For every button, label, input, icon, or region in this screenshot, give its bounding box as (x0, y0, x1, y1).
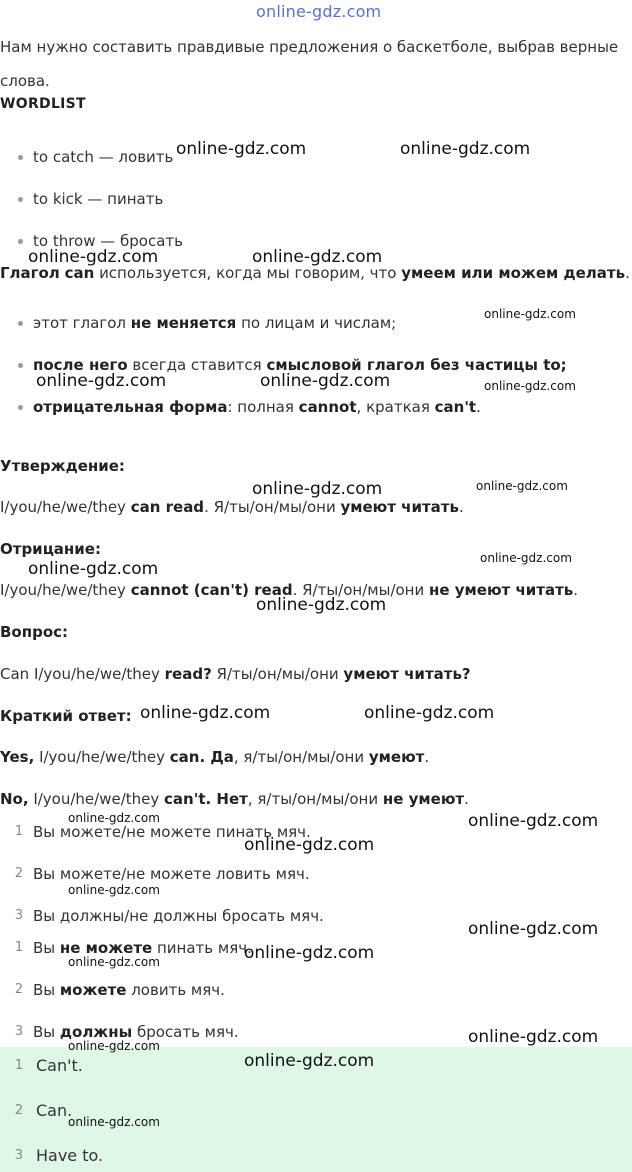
list-item: Вы можете/не можете ловить мяч. (33, 865, 310, 883)
watermark: online-gdz.com (468, 919, 599, 939)
list-item (33, 981, 225, 999)
rule-item (33, 314, 396, 332)
ex-part: I/you/he/we/they (0, 498, 131, 516)
watermark: online-gdz.com (244, 943, 375, 963)
item-part: Вы (33, 939, 60, 957)
header-watermark: online-gdz.com (256, 2, 382, 21)
answer-number: 2 (14, 1103, 24, 1118)
watermark: online-gdz.com (480, 551, 572, 565)
rule-verb-label: Глагол (0, 264, 60, 282)
watermark: online-gdz.com (68, 955, 160, 969)
item-part: Вы (33, 981, 60, 999)
watermark: online-gdz.com (364, 703, 495, 723)
rule-emphasis: умеем или можем делать (401, 264, 626, 282)
ex-bold: cannot (can't) read (130, 581, 293, 599)
answer-item: Have to. (36, 1146, 104, 1165)
watermark: online-gdz.com (484, 307, 576, 321)
negative-label (0, 540, 101, 558)
rule-item (33, 398, 481, 416)
ex-bold: Yes, (0, 748, 35, 766)
watermark: online-gdz.com (28, 247, 159, 267)
short-answer-yes (0, 748, 429, 766)
wordlist-title: WORDLIST (0, 96, 86, 112)
ex-part: . (464, 790, 469, 808)
ex-bold: No, (0, 790, 29, 808)
rule-bold: can't (434, 398, 477, 416)
watermark: online-gdz.com (252, 247, 383, 267)
watermark: online-gdz.com (476, 479, 568, 493)
watermark: online-gdz.com (68, 883, 160, 897)
bullet (18, 321, 23, 326)
item-number: 3 (14, 908, 24, 923)
watermark: online-gdz.com (400, 139, 531, 159)
ex-part: I/you/he/we/they (34, 748, 170, 766)
bullet (18, 363, 23, 368)
ex-part: Я/ты/он/мы/они (211, 665, 344, 683)
watermark: online-gdz.com (252, 479, 383, 499)
rule-bold: после него (33, 356, 128, 374)
ex-bold: не умеют (382, 790, 465, 808)
answer-number: 3 (14, 1148, 24, 1163)
ex-bold: read? (164, 665, 212, 683)
watermark: online-gdz.com (260, 371, 391, 391)
rule-bold: cannot (298, 398, 357, 416)
question-label (0, 623, 68, 641)
item-bold: можете (59, 981, 127, 999)
rule-bold: смысловой глагол без частицы to; (266, 356, 567, 374)
item-part: бросать мяч. (132, 1023, 239, 1041)
watermark: online-gdz.com (244, 1051, 375, 1071)
question-example (0, 665, 471, 683)
watermark: online-gdz.com (484, 379, 576, 393)
list-item: Вы должны/не должны бросать мяч. (33, 907, 324, 925)
ex-part: . (424, 748, 430, 766)
item-number: 2 (14, 866, 24, 881)
answer-number: 1 (14, 1058, 24, 1073)
answer-item: Can. (36, 1101, 73, 1120)
item-bold: должны (59, 1023, 133, 1041)
ex-part: I/you/he/we/they (28, 790, 165, 808)
ex-bold: can read (130, 498, 205, 516)
watermark: online-gdz.com (176, 139, 307, 159)
rule-text: используется, когда мы говорим, что (99, 264, 397, 282)
rule-part: по лицам и числам; (236, 314, 397, 332)
bullet (18, 197, 23, 202)
item-number: 1 (14, 824, 24, 839)
wordlist-item: to catch — ловить (33, 148, 174, 166)
ex-bold: не умеют читать (429, 581, 574, 599)
rule-can-word: can (64, 264, 95, 282)
item-part: ловить мяч. (126, 981, 225, 999)
rule-bold: не меняется (130, 314, 237, 332)
rule-part: . (476, 398, 481, 416)
wordlist-item: to throw — бросать (33, 232, 183, 250)
label-text: Утверждение: (0, 457, 125, 475)
item-number: 2 (14, 982, 24, 997)
ex-part: . (458, 498, 464, 516)
affirmative-example (0, 498, 464, 516)
ex-part: , я/ты/он/мы/они (233, 748, 369, 766)
watermark: online-gdz.com (36, 371, 167, 391)
answer-item: Can't. (36, 1056, 83, 1075)
ex-part: . (573, 581, 579, 599)
watermark: online-gdz.com (140, 703, 271, 723)
list-item: Вы можете/не можете пинать мяч. (33, 823, 311, 841)
rule-part: всегда ставится (127, 356, 267, 374)
rule-part: , краткая (356, 398, 435, 416)
rule-part: : полная (227, 398, 299, 416)
ex-bold: умеют (368, 748, 425, 766)
item-part: пинать мяч. (152, 939, 252, 957)
ex-part: . Я/ты/он/мы/они (292, 581, 429, 599)
ex-bold: умеют читать? (343, 665, 471, 683)
label-text: Краткий ответ: (0, 707, 132, 725)
ex-part: . Я/ты/он/мы/они (204, 498, 341, 516)
rule-end: . (625, 264, 630, 282)
item-bold: не можете (59, 939, 153, 957)
bullet (18, 405, 23, 410)
watermark: online-gdz.com (256, 595, 387, 615)
rule-bold: отрицательная форма (33, 398, 228, 416)
short-answer-no (0, 790, 469, 808)
label-text: Вопрос: (0, 623, 69, 641)
watermark: online-gdz.com (68, 1039, 160, 1053)
affirmative-label (0, 457, 125, 475)
ex-bold: can. (169, 748, 206, 766)
watermark: online-gdz.com (28, 559, 159, 579)
intro-text: Нам нужно составить правдивые предложения о баскетболе, выбрав верные слова. (0, 38, 619, 90)
ex-bold: Нет (211, 790, 248, 808)
rule-part: этот глагол (33, 314, 131, 332)
bullet (18, 155, 23, 160)
item-number: 1 (14, 940, 24, 955)
watermark: online-gdz.com (468, 811, 599, 831)
watermark: online-gdz.com (468, 1027, 599, 1047)
ex-part: Can I/you/he/we/they (0, 665, 165, 683)
bullet (18, 239, 23, 244)
ex-bold: умеют читать (340, 498, 459, 516)
ex-part: , я/ты/он/мы/они (247, 790, 383, 808)
label-text: Отрицание: (0, 540, 101, 558)
item-part: Вы (33, 1023, 60, 1041)
watermark: online-gdz.com (68, 1115, 160, 1129)
watermark: online-gdz.com (244, 835, 375, 855)
ex-bold: can't. (164, 790, 212, 808)
ex-bold: Да (205, 748, 234, 766)
wordlist-item: to kick — пинать (33, 190, 164, 208)
short-answer-label (0, 707, 132, 725)
ex-part: I/you/he/we/they (0, 581, 131, 599)
item-number: 3 (14, 1024, 24, 1039)
watermark: online-gdz.com (68, 811, 160, 825)
